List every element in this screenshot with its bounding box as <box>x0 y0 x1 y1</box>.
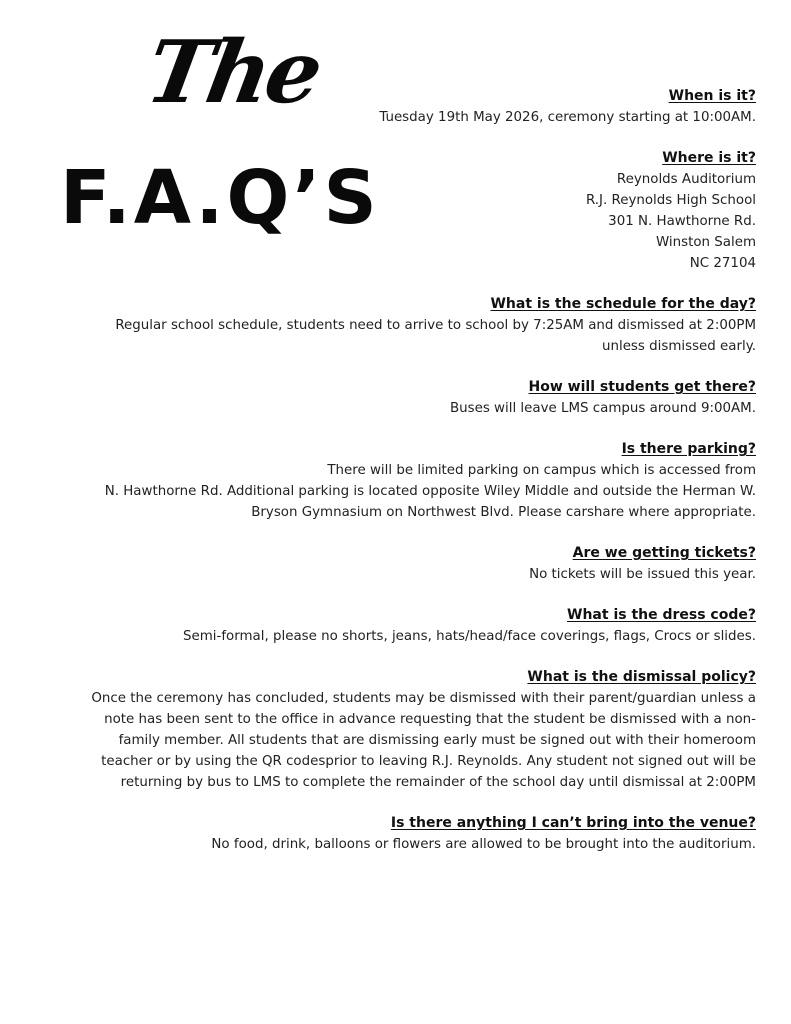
title-faqs: F.A.Q’S <box>60 155 380 241</box>
faq-answer-line: No food, drink, balloons or flowers are allowed to be brought into the auditorium. <box>211 837 756 852</box>
faq-answer-line: note has been sent to the office in advance requesting that the student be dismissed with a non- <box>104 712 756 727</box>
faq-item <box>40 439 756 523</box>
faq-item <box>40 667 756 793</box>
faq-item <box>40 148 756 274</box>
faq-answer <box>40 564 756 585</box>
faq-answer <box>40 398 756 419</box>
faq-question: What is the dress code? <box>567 607 756 623</box>
faq-question: Is there anything I can’t bring into the venue? <box>390 815 756 831</box>
faq-list <box>40 86 756 875</box>
faq-answer-line: unless dismissed early. <box>602 339 756 354</box>
faq-item <box>40 813 756 855</box>
faq-answer-line: Semi-formal, please no shorts, jeans, hats/head/face coverings, flags, Crocs or slides. <box>183 629 756 644</box>
faq-answer <box>40 169 756 274</box>
faq-question: What is the schedule for the day? <box>490 296 756 312</box>
title-script-the: The <box>139 22 327 123</box>
faq-answer <box>40 834 756 855</box>
faq-answer-line: returning by bus to LMS to complete the remainder of the school day until dismissal at 2:00PM <box>120 775 756 790</box>
faq-answer-line: teacher or by using the QR codesprior to leaving R.J. Reynolds. Any student not signed out will be <box>101 754 756 769</box>
faq-answer-line: Tuesday 19th May 2026, ceremony starting at 10:00AM. <box>379 110 756 125</box>
faq-question: What is the dismissal policy? <box>527 669 756 685</box>
faq-item <box>40 377 756 419</box>
faq-answer-line: Once the ceremony has concluded, students may be dismissed with their parent/guardian unless a <box>91 691 756 706</box>
faq-question: Is there parking? <box>621 441 756 457</box>
faq-question: How will students get there? <box>528 379 756 395</box>
faq-answer-line: Regular school schedule, students need to arrive to school by 7:25AM and dismissed at 2:00PM <box>115 318 756 333</box>
faq-answer-line: NC 27104 <box>689 256 756 271</box>
faq-answer <box>40 626 756 647</box>
faq-item <box>40 294 756 357</box>
faq-question: Where is it? <box>662 150 756 166</box>
faq-answer-line: Bryson Gymnasium on Northwest Blvd. Please carshare where appropriate. <box>251 505 756 520</box>
faq-item <box>40 86 756 128</box>
faq-question: When is it? <box>668 88 756 104</box>
faq-answer-line: There will be limited parking on campus which is accessed from <box>327 463 756 478</box>
faq-answer-line: family member. All students that are dismissing early must be signed out with their homeroom <box>118 733 756 748</box>
faq-answer <box>40 460 756 523</box>
faq-answer-line: N. Hawthorne Rd. Additional parking is located opposite Wiley Middle and outside the Herman W. <box>104 484 756 499</box>
faq-question: Are we getting tickets? <box>572 545 756 561</box>
faq-item <box>40 605 756 647</box>
faq-item <box>40 543 756 585</box>
faq-answer-line: Buses will leave LMS campus around 9:00AM. <box>449 401 756 416</box>
faq-answer-line: No tickets will be issued this year. <box>529 567 756 582</box>
faq-answer <box>40 107 756 128</box>
faq-answer-line: Reynolds Auditorium <box>616 172 756 187</box>
faq-answer-line: 301 N. Hawthorne Rd. <box>608 214 756 229</box>
faq-answer-line: R.J. Reynolds High School <box>585 193 756 208</box>
faq-answer <box>40 315 756 357</box>
faq-answer <box>40 688 756 793</box>
faq-answer-line: Winston Salem <box>655 235 756 250</box>
